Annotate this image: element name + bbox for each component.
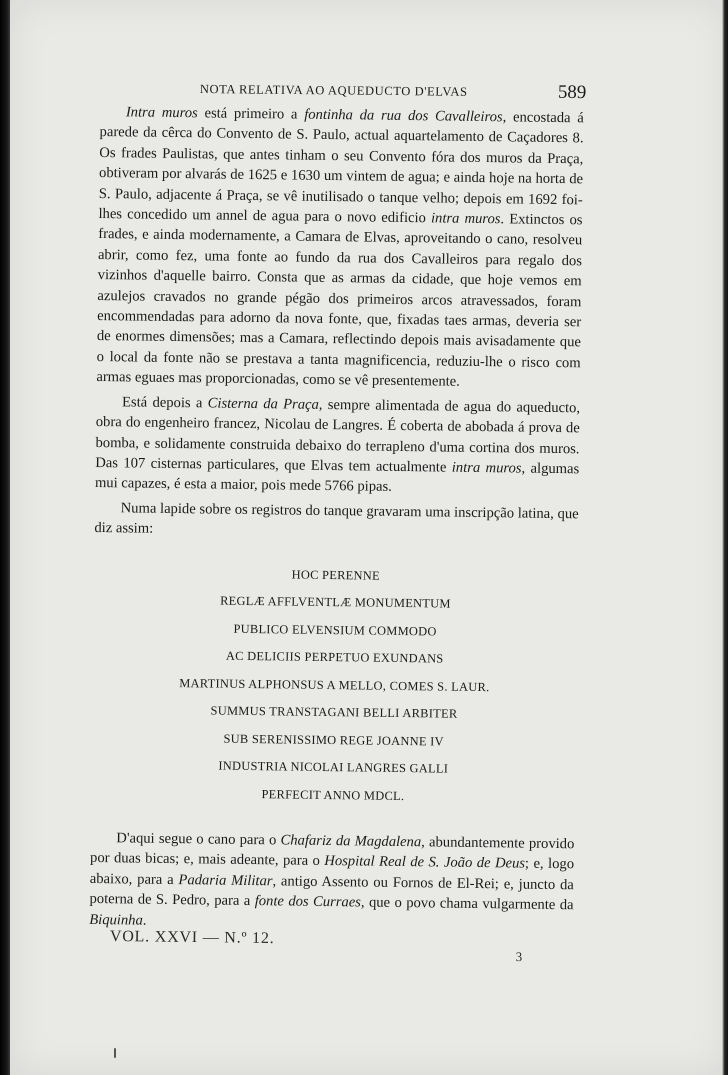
text-run: D'aqui segue o cano para o [116,830,281,849]
inscription-line: AC DELICIIS PERPETUO EXUNDANS [225,648,444,666]
inscription-line: SUMMUS TRANSTAGANI BELLI ARBITER [210,703,458,721]
paragraph [95,392,580,500]
inscription-line: MARTINUS ALPHONSUS A MELLO, COMES S. LAUR. [179,675,490,694]
italic-text: Cisterna da Praça [207,395,319,413]
paragraph [94,498,578,545]
inscription-line: PUBLICO ELVENSIUM COMMODO [233,621,437,638]
text-run: , encostada á parede da cêrca do Convento de S. Paulo, actual aquartelamento de Caçadores 8. Os frades Paulistas, que antes tinham o seu Convento fóra dos muros da Praça, obtiveram por alvarás de 1625 e 1630 um vintem de agua; e ainda hoje na horta de S. Paulo, adjacente á Praça, se vê inutilisado o tanque velho; depois em 1692 foi-lhes concedido um annel de agua para o novo edificio [98,109,584,227]
inscription-line: REGLÆ AFFLVENTLÆ MONUMENTUM [220,593,451,611]
text-run: , antigo Assento ou Fornos de El-Rei; e, juncto da poterna de S. Pedro, para a [89,873,574,910]
italic-text: fontinha da rua dos Cavalleiros [304,106,503,126]
inscription-line: SUB SERENISSIMO REGE JOANNE IV [223,731,444,749]
text-run: . [142,912,147,929]
text-run: , que o povo chama vulgarmente da [360,894,574,914]
scan-edge-left [0,0,10,1075]
italic-text: Biquinha [89,911,143,929]
closing-paragraph [89,828,574,936]
text-run: , sempre alimentada de agua do aqueducto, obra do engenheiro francez, Nicolau de Langres. É coberta de abobada á prova de bomba, e solidamente construida debaixo do terrapleno d'uma cortina dos muros. Das 107 cisternas particulares, que Elvas tem actualmente [95,396,581,476]
italic-text: intra muros [451,459,522,477]
text-run: , abundantemente provido por duas bicas; e, mais adeante, para o [89,834,575,870]
text-run: ; e, logo abaixo, para a [89,856,575,888]
text-run: está primeiro a [197,105,305,123]
italic-text: Padaria Militar [178,871,273,890]
book-page [10,0,728,1075]
paragraph [96,102,584,394]
text-run: Está depois a [121,394,208,412]
scan-speck [114,1048,116,1058]
signature-mark: 3 [515,948,523,965]
italic-text: Intra muros [125,104,198,122]
latin-inscription [91,558,578,812]
italic-text: fonte dos Curraes [254,893,362,911]
inscription-line: HOC PERENNE [291,567,381,583]
scan-edge-right [722,0,728,1075]
text-run: . Extinctos os frades, e ainda modernamente, a Camara de Elvas, aproveitando o cano, resolveu abrir, como fez, uma fonte ao fundo da rua dos Cavalleiros para regalo dos vizinhos d'aquelle bairro. Consta que as armas da cidade, que hoje vemos em azulejos cravados no grande pégão dos primeiros arcos atravessados, foram encommendadas para adorno da nova fonte, que, fixadas taes armas, deveria ser de enormes dimensões; mas a Camara, reflectindo depois mais avisadamente que o local da fonte não se prestava a tanta magnificencia, reduziu-lhe o risco com armas eguaes mas proporcionadas, como se vê presentemente. [96,211,583,391]
running-title: NOTA RELATIVA AO AQUEDUCTO D'ELVAS [199,81,468,99]
body-text [89,102,584,936]
volume-number: VOL. XXVI — N.º 12. [109,928,275,948]
italic-text: Chafariz da Magdalena [280,832,422,851]
running-header [199,78,600,104]
page-number: 589 [557,81,587,104]
text-run: Numa lapide sobre os registros do tanque gravaram uma inscripção latina, que diz assim: [94,500,579,537]
italic-text: intra muros [430,210,501,228]
italic-text: Hospital Real de S. João de Deus [324,853,526,873]
inscription-line: INDUSTRIA NICOLAI LANGRES GALLI [218,758,449,776]
inscription-line: PERFECIT ANNO MDCL. [261,786,405,803]
text-run: , algumas mui capazes, é esta a maior, pois mede 5766 pipas. [94,460,580,496]
